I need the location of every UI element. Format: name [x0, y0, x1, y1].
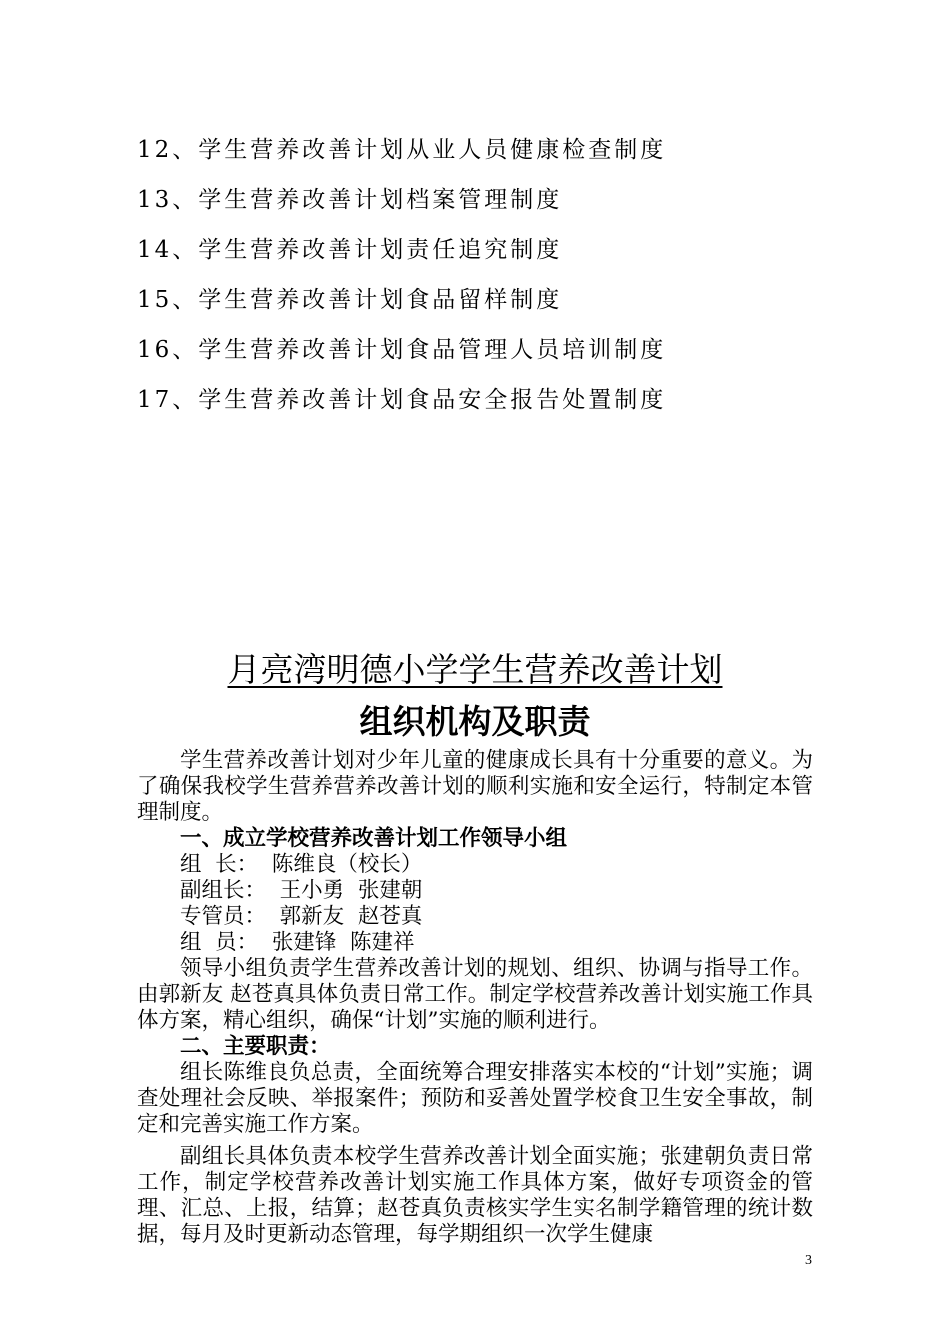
list-item: 15、学生营养改善计划食品留样制度 [137, 287, 563, 313]
heading-main-duties: 二、主要职责： [180, 1034, 331, 1059]
list-item: 13、学生营养改善计划档案管理制度 [137, 187, 563, 213]
group-duty-paragraph: 领导小组负责学生营养改善计划的规划、组织、协调与指导工作。由郭新友 赵苍真具体负责日常工作。制定学校营养改善计划实施工作具体方案，精心组织，确保“计划”实施的顺利进行。 [137, 956, 813, 1033]
page-number: 3 [805, 1253, 812, 1268]
list-item: 12、学生营养改善计划从业人员健康检查制度 [137, 137, 667, 163]
member-leader: 组 长： 陈维良（校长） [180, 852, 423, 877]
section-title [137, 644, 813, 696]
intro-paragraph: 学生营养改善计划对少年儿童的健康成长具有十分重要的意义。为了确保我校学生营养营养改善计划的顺利实施和安全运行，特制定本管理制度。 [137, 748, 813, 825]
duty-paragraph-1: 组长陈维良负总责，全面统筹合理安排落实本校的“计划”实施；调查处理社会反映、举报案件；预防和妥善处置学校食卫生安全事故，制定和完善实施工作方案。 [137, 1060, 813, 1137]
organization-section [137, 644, 813, 1248]
heading-leadership-group: 一、成立学校营养改善计划工作领导小组 [180, 826, 568, 851]
section-subtitle: 组织机构及职责 [359, 702, 591, 741]
section-title-text: 月亮湾明德小学学生营养改善计划 [227, 650, 723, 689]
list-item: 14、学生营养改善计划责任追究制度 [137, 237, 563, 263]
list-item: 16、学生营养改善计划食品管理人员培训制度 [137, 337, 667, 363]
member-administrator: 专管员： 郭新友 赵苍真 [180, 904, 423, 929]
duty-paragraph-2: 副组长具体负责本校学生营养改善计划全面实施；张建朝负责日常工作，制定学校营养改善计划实施工作具体方案，做好专项资金的管理、汇总、上报，结算；赵苍真负责核实学生实名制学籍管理的统计数据，每月及时更新动态管理，每学期组织一次学生健康 [137, 1144, 813, 1247]
member-staff: 组 员： 张建锋 陈建祥 [180, 930, 415, 955]
list-item: 17、学生营养改善计划食品安全报告处置制度 [137, 387, 667, 413]
regulation-list [137, 128, 666, 428]
member-deputy-leader: 副组长： 王小勇 张建朝 [180, 878, 423, 903]
